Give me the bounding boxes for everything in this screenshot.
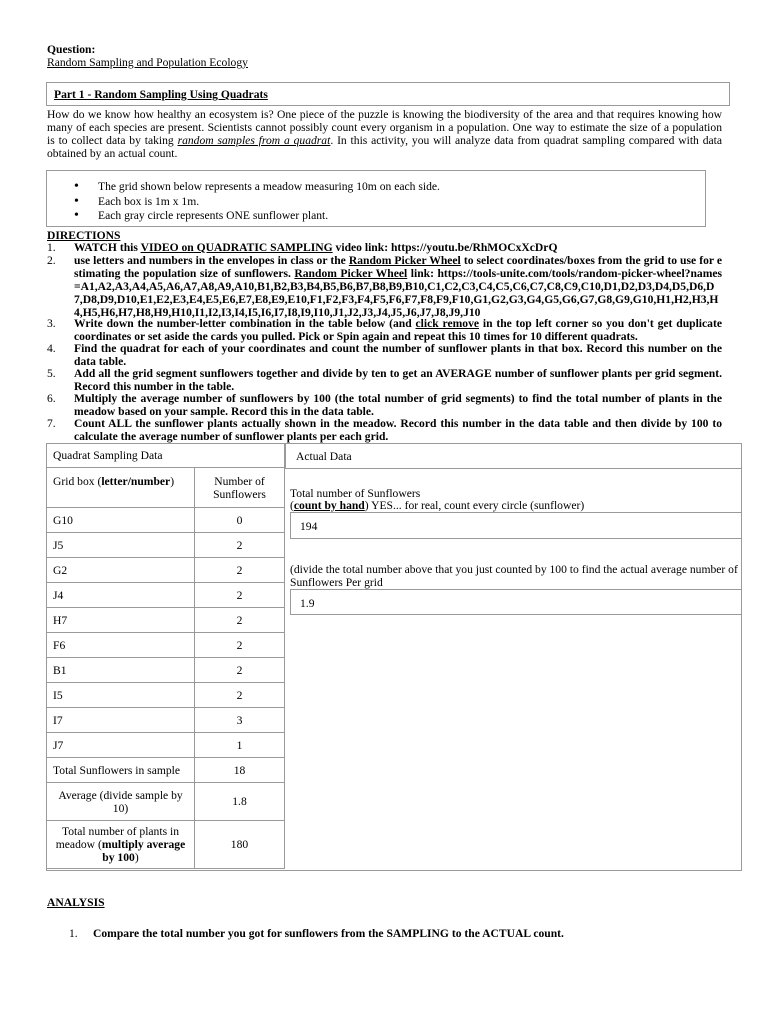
- item-text: link: https://tools-unite.com/tools/random-picker-wheel?names=A1,A2,A3,A4,A5,A6,A7,A8,A9,A10,B1,B2,B3,B4,B5,B6,B7,B8,B9,B10,C1,C2,C3,C4,C5,C6,C7,C8,C9,C10,D1,D2,D3,D4,D5,D6,D7,D8,D9,D10,E1,E2,E3,E4,E5,E6,E7,E8,E9,E10,F1,F2,F3,F4,F5,F6,F7,F8,F9,F10,G1,G2,G3,G4,G5,G6,G7,G8,G9,G10,H1,H2,H3,H4,H5,H6,H7,H8,H9,H10,I1,I2,I3,I4,I5,I6,I7,I8,I9,I10,J1,J2,J3,J4,J5,J6,J7,J8,J9,J10: [74, 266, 723, 319]
- total-label: Total Sunflowers in sample: [47, 758, 195, 783]
- intro-text-a: How do we know how healthy an ecosystem is? One piece of the puzzle is knowing the biodiversity of the area and that requires knowing how many of each species are present. Scientists cannot possibly count every organism in a population. One way to estimate the size of a population is to collect data by taking: [47, 108, 722, 147]
- subject-title: Random Sampling and Population Ecology: [47, 56, 248, 69]
- meadow-total-value-cell[interactable]: 180: [195, 821, 285, 869]
- direction-item: [47, 417, 722, 443]
- item-text: Multiply the average number of sunflowers by 100 (the total number of grid segments) to find the total number of plants in the meadow based on your sample. Record this in the data table.: [74, 392, 722, 418]
- sunflowers-header: Number of Sunflowers: [195, 468, 285, 508]
- note-text: count by hand: [293, 499, 365, 512]
- info-item: • Each gray circle represents ONE sunflower plant.: [47, 209, 705, 224]
- direction-item: [47, 342, 722, 368]
- item-text: WATCH this: [74, 241, 141, 254]
- quadrat-table-title: Quadrat Sampling Data: [47, 444, 285, 468]
- video-link[interactable]: VIDEO on QUADRATIC SAMPLING: [140, 241, 333, 254]
- info-box: [46, 170, 706, 227]
- info-list: [47, 180, 705, 224]
- info-item: • Each box is 1m x 1m.: [47, 195, 705, 210]
- grid-box-cell[interactable]: G10: [47, 508, 195, 533]
- item-number: 5.: [47, 367, 56, 380]
- label-text: multiply average by 100: [101, 838, 186, 864]
- meadow-total-label: [47, 821, 195, 869]
- grid-box-cell[interactable]: I5: [47, 683, 195, 708]
- sunflower-count-cell[interactable]: 2: [195, 683, 285, 708]
- actual-data-header: [285, 443, 742, 469]
- total-value-cell[interactable]: 18: [195, 758, 285, 783]
- sunflower-count-cell[interactable]: 0: [195, 508, 285, 533]
- grid-box-header: [47, 468, 195, 508]
- actual-total-field[interactable]: 194: [290, 512, 742, 539]
- item-text: to select coordinates/boxes from the grid to use for estimating the population size of sunflowers.: [74, 254, 722, 280]
- grid-box-cell[interactable]: F6: [47, 633, 195, 658]
- item-number: 2.: [47, 254, 56, 267]
- intro-paragraph: [47, 108, 722, 160]
- sunflower-count-cell[interactable]: 2: [195, 533, 285, 558]
- item-number: 1.: [47, 241, 56, 254]
- item-number: 4.: [47, 342, 56, 355]
- quadrat-table: [46, 443, 285, 869]
- actual-average-field[interactable]: 1.9: [290, 589, 742, 615]
- grid-box-cell[interactable]: H7: [47, 608, 195, 633]
- sunflower-count-cell[interactable]: 2: [195, 608, 285, 633]
- item-text: video link: https://youtu.be/RhMOCxXcDrQ: [332, 241, 558, 254]
- analysis-heading: ANALYSIS: [47, 896, 105, 909]
- click-remove-link[interactable]: click remove: [415, 317, 480, 330]
- grid-box-cell[interactable]: J4: [47, 583, 195, 608]
- item-number: 7.: [47, 417, 56, 430]
- item-text: Count ALL the sunflower plants actually shown in the meadow. Record this number in the data table and then divide by 100 to calculate the average number of sunflower plants per each grid.: [74, 417, 722, 443]
- sunflower-count-cell[interactable]: 2: [195, 558, 285, 583]
- note-text: ) YES... for real, count every circle (sunflower): [364, 499, 585, 512]
- actual-divide-label: (divide the total number above that you just counted by 100 to find the actual average number of Sunflowers Per grid: [290, 563, 738, 589]
- item-text: Find the quadrat for each of your coordinates and count the number of sunflower plants in that box. Record this number on the data table.: [74, 342, 722, 368]
- sunflower-count-cell[interactable]: 1: [195, 733, 285, 758]
- sunflower-count-cell[interactable]: 2: [195, 583, 285, 608]
- direction-item: [47, 241, 722, 254]
- grid-box-cell[interactable]: G2: [47, 558, 195, 583]
- intro-text-b: . In this activity, you will analyze data from quadrat sampling compared with data obtained by an actual count.: [47, 133, 722, 160]
- picker-wheel-link[interactable]: Random Picker Wheel: [348, 254, 461, 267]
- sunflower-count-cell[interactable]: 2: [195, 658, 285, 683]
- actual-data-title: Actual Data: [296, 450, 352, 463]
- label-text: Total number of plants in meadow (: [55, 825, 180, 851]
- info-item: • The grid shown below represents a meadow measuring 10m on each side.: [47, 180, 705, 195]
- intro-italic: random samples from a quadrat: [177, 133, 331, 147]
- header-text: letter/number: [101, 475, 171, 488]
- grid-box-cell[interactable]: B1: [47, 658, 195, 683]
- grid-box-cell[interactable]: I7: [47, 708, 195, 733]
- question-label: Question:: [47, 43, 96, 56]
- direction-item: [47, 317, 722, 343]
- item-text: Add all the grid segment sunflowers together and divide by ten to get an AVERAGE number of sunflower plants per grid segment. Record this number in the table.: [74, 367, 722, 393]
- analysis-q1-number: 1.: [69, 927, 78, 940]
- part1-title: Part 1 - Random Sampling Using Quadrats: [54, 88, 268, 101]
- header-text: Grid box (: [53, 475, 102, 488]
- item-text: use letters and numbers in the envelopes in class or the: [74, 254, 349, 267]
- average-value-cell[interactable]: 1.8: [195, 783, 285, 821]
- picker-wheel-link[interactable]: Random Picker Wheel: [294, 266, 408, 280]
- directions-heading: DIRECTIONS: [47, 229, 121, 242]
- direction-item: [47, 254, 722, 319]
- grid-box-cell[interactable]: J7: [47, 733, 195, 758]
- direction-item: [47, 392, 722, 418]
- actual-total-label: Total number of Sunflowers: [290, 487, 421, 500]
- analysis-q1-text: Compare the total number you got for sunflowers from the SAMPLING to the ACTUAL count.: [93, 927, 564, 940]
- direction-item: [47, 367, 722, 393]
- header-text: ): [170, 475, 175, 488]
- item-text: Write down the number-letter combination in the table below (and: [74, 317, 416, 330]
- item-number: 6.: [47, 392, 56, 405]
- grid-box-cell[interactable]: J5: [47, 533, 195, 558]
- item-text: in the top left corner so you don't get duplicate coordinates or set aside the cards you pulled. Pick or Spin again and repeat this 10 times for 10 different quadrats.: [74, 317, 722, 343]
- label-text: ): [134, 850, 139, 864]
- note-text: (: [290, 499, 294, 512]
- average-label: Average (divide sample by 10): [47, 783, 195, 821]
- count-by-hand-note: [290, 499, 584, 512]
- sunflower-count-cell[interactable]: 3: [195, 708, 285, 733]
- item-number: 3.: [47, 317, 56, 330]
- part1-title-box: [46, 82, 730, 106]
- sunflower-count-cell[interactable]: 2: [195, 633, 285, 658]
